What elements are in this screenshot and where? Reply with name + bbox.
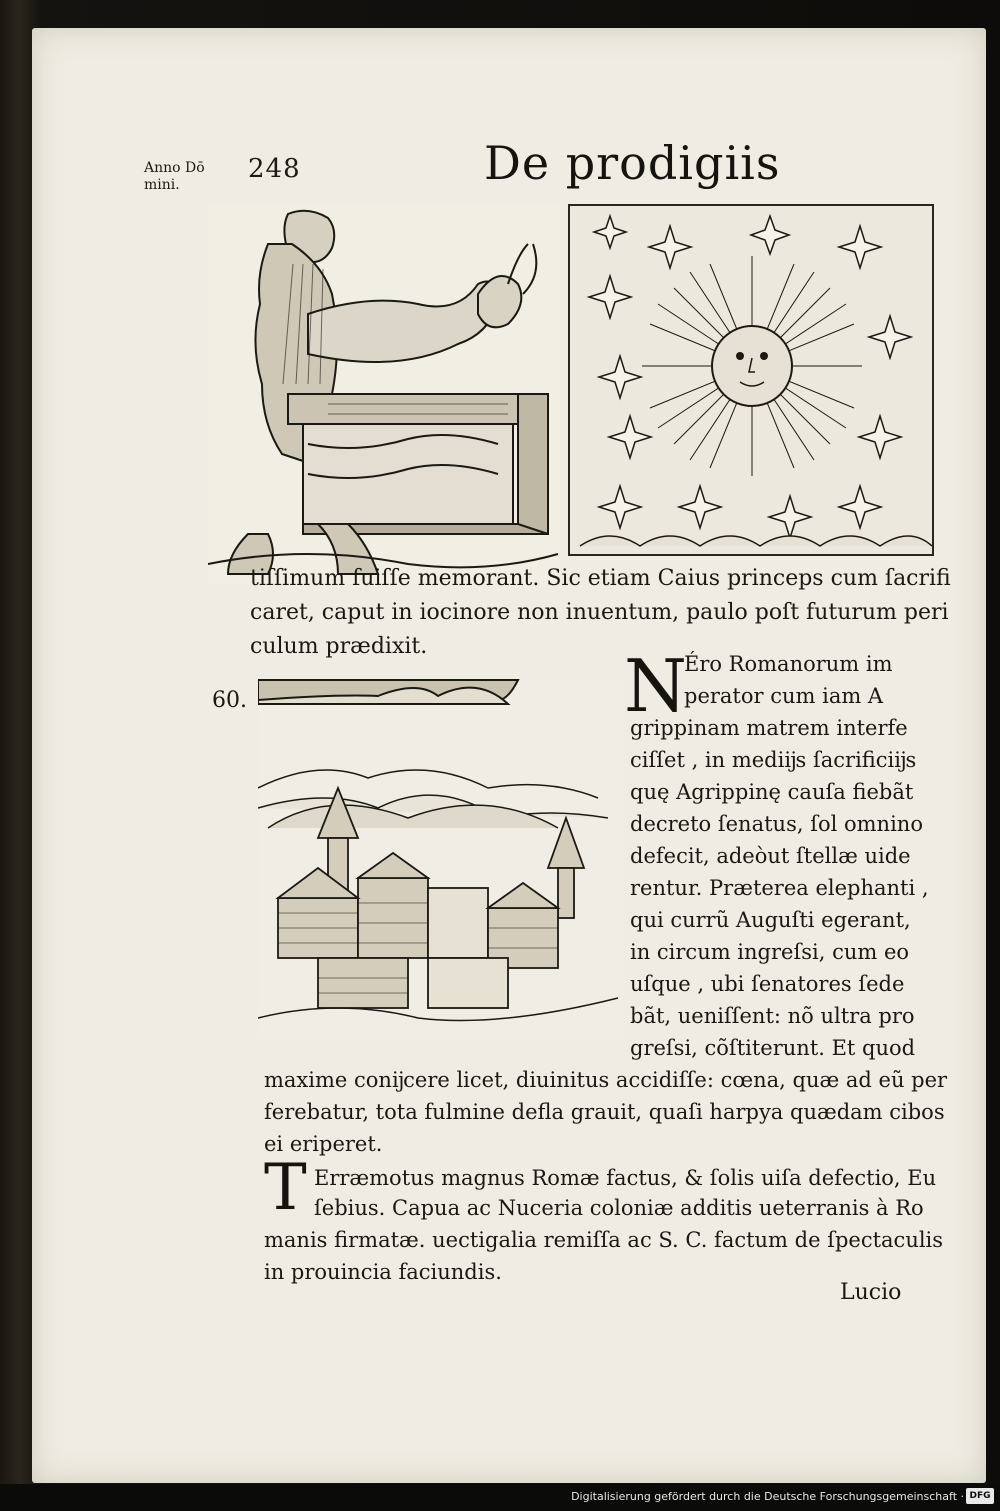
text-line: defecit, adeòut ſtellæ uide	[630, 844, 911, 868]
year-marker: 60.	[212, 688, 247, 713]
text-line: ferebatur, tota fulmine defla grauit, quaſi harpya quædam cibos	[264, 1100, 945, 1124]
text-line: Erræmotus magnus Romæ factus, & ſolis uiſa defectio, Eu	[314, 1166, 937, 1190]
margin-note-line-2: mini.	[144, 177, 180, 193]
text-line: rentur. Præterea elephanti ,	[630, 876, 929, 900]
book-page	[32, 28, 986, 1483]
text-line: grippinam matrem interfe	[630, 716, 908, 740]
text-line: bãt, ueniſſent: nõ ultra pro	[630, 1004, 915, 1028]
drop-capital-n: N	[624, 644, 687, 728]
running-head: De prodigiis	[484, 136, 781, 190]
text-line: perator cum iam A	[684, 684, 884, 708]
text-line: ciſſet , in mediĳs ſacrificiĳs	[630, 748, 917, 772]
sun-and-stars-woodcut	[568, 204, 934, 556]
margin-note-line-1: Anno Dō	[144, 160, 205, 176]
text-line: decreto ſenatus, ſol omnino	[630, 812, 923, 836]
text-line: tiſſimum fuiſſe memorant. Sic etiam Caius princeps cum ſacrifi	[250, 566, 951, 591]
text-line: quę Agrippinę cauſa fiebãt	[630, 780, 914, 804]
sacrifice-woodcut	[208, 204, 560, 584]
text-line: culum prædixit.	[250, 634, 428, 659]
catchword: Lucio	[840, 1280, 902, 1305]
text-line: Éro Romanorum im	[684, 652, 893, 676]
text-line: greſsi, cõſtiterunt. Et quod	[630, 1036, 916, 1060]
text-line: caret, caput in iocinore non inuentum, paulo poſt futurum peri	[250, 600, 949, 625]
margin-note	[144, 160, 205, 194]
text-line: uſque , ubi ſenatores ſede	[630, 972, 905, 996]
dfg-logo: DFG	[966, 1488, 994, 1504]
text-line: in circum ingreſsi, cum eo	[630, 940, 910, 964]
text-line: ſebius. Capua ac Nuceria coloniæ additis ueterranis à Ro	[314, 1196, 924, 1220]
text-line: ei eriperet.	[264, 1132, 383, 1156]
page-number: 248	[248, 154, 301, 184]
text-line: maxime conĳcere licet, diuinitus accidiſſe: cœna, quæ ad eũ per	[264, 1068, 948, 1092]
footer-credit: Digitalisierung gefördert durch die Deutsche Forschungsgemeinschaft ·	[571, 1490, 964, 1503]
text-line: manis firmatæ. uectigalia remiſſa ac S. C. factum de ſpectaculis	[264, 1228, 944, 1252]
earthquake-city-woodcut	[258, 678, 624, 1038]
text-line: in prouincia faciundis.	[264, 1260, 502, 1284]
text-line: qui currũ Auguſti egerant,	[630, 908, 911, 932]
drop-capital-t: T	[264, 1151, 307, 1225]
